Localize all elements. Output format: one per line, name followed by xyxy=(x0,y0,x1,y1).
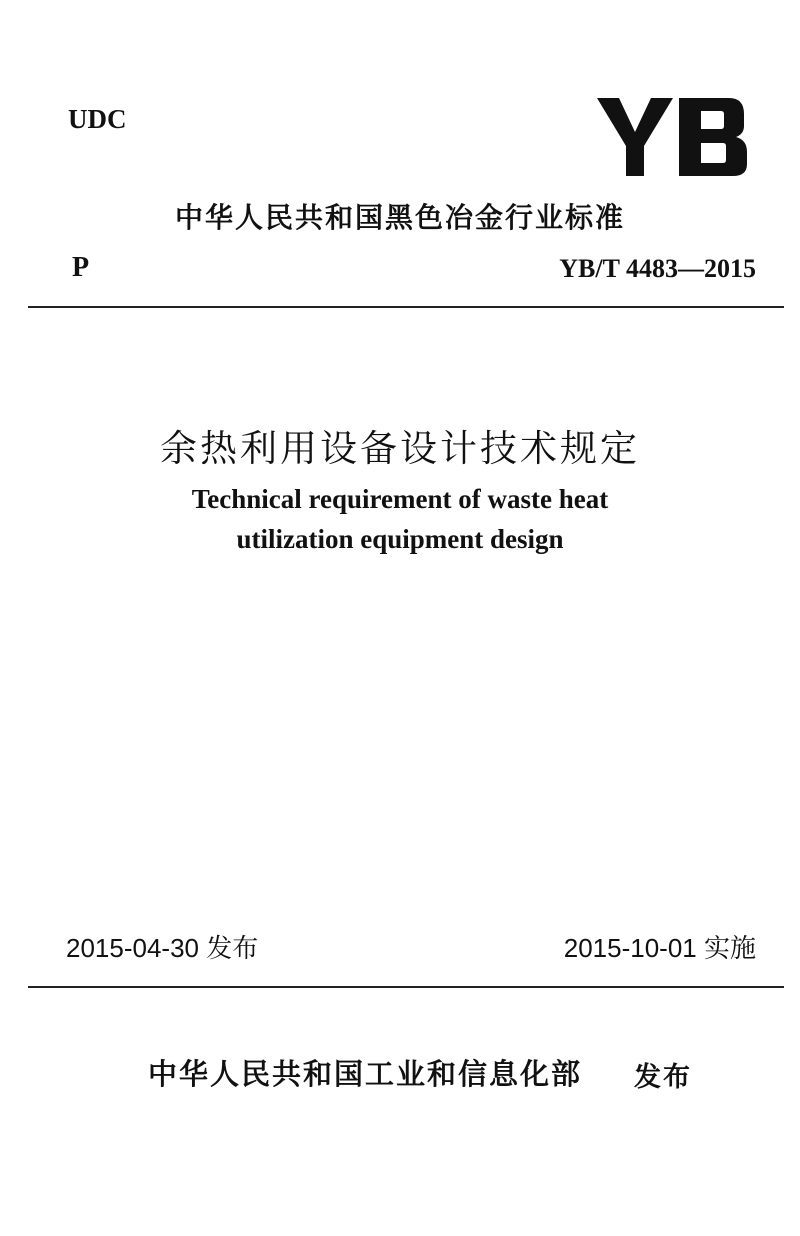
header-divider xyxy=(28,306,784,308)
classification-code: P xyxy=(72,252,90,283)
issue-date: 2015-04-30 发布 xyxy=(66,933,259,963)
issuing-authority: 中华人民共和国工业和信息化部 xyxy=(148,1057,583,1091)
title-chinese: 余热利用设备设计技术规定 xyxy=(160,427,640,470)
yb-logo xyxy=(597,98,747,176)
issuer-action: 发布 xyxy=(634,1062,692,1093)
effective-date: 2015-10-01 实施 xyxy=(563,933,756,963)
standard-category: 中华人民共和国黑色冶金行业标准 xyxy=(174,201,625,234)
title-english-line1: Technical requirement of waste heat xyxy=(191,484,609,514)
footer-divider xyxy=(28,986,784,988)
udc-label: UDC xyxy=(68,104,127,134)
title-english-line2: utilization equipment design xyxy=(236,524,564,554)
standard-number: YB/T 4483—2015 xyxy=(559,254,756,283)
